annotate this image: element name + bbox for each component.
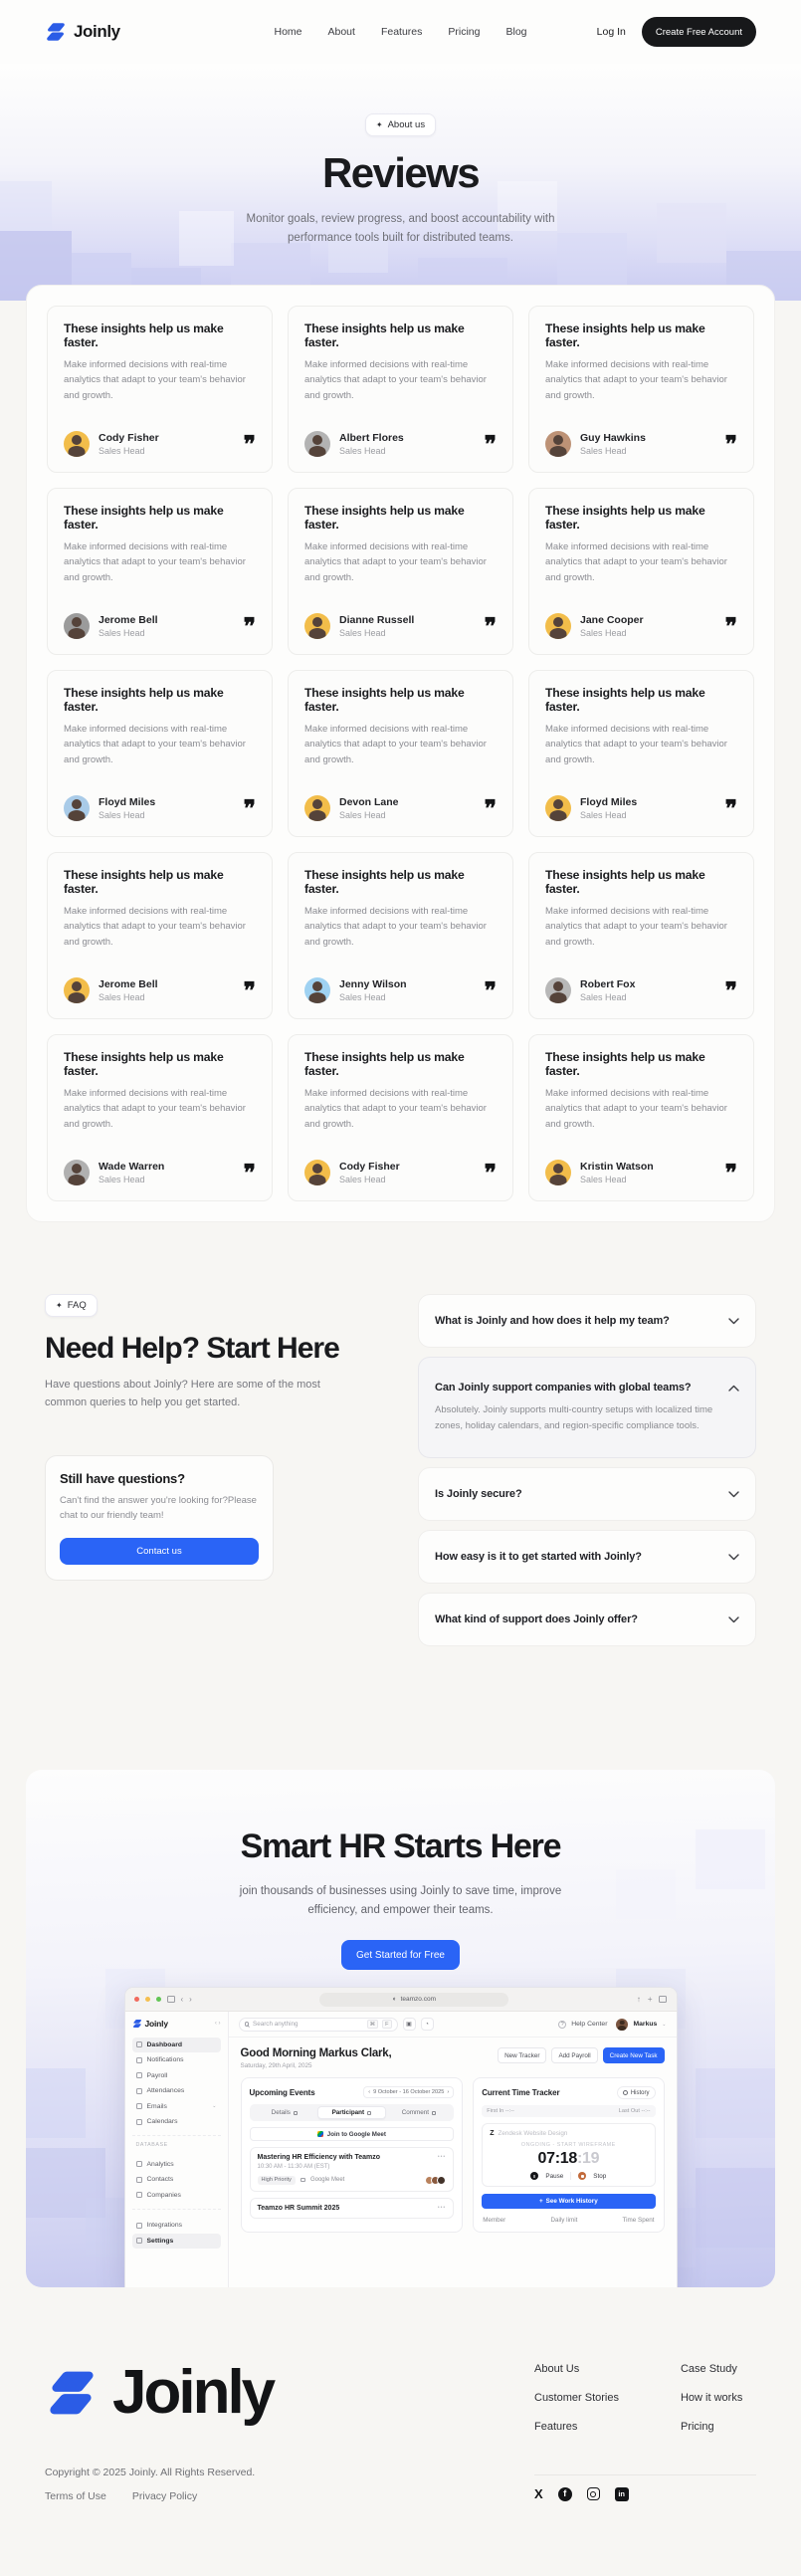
avatar [545,977,571,1003]
review-title: These insights help us make faster. [64,868,224,896]
review-body: Make informed decisions with real-time analytics that adapt to your team's behavior and growth. [304,1088,487,1130]
quote-icon: ❞ [484,612,497,639]
sidebar-collapse-icon[interactable]: ‹ › [214,2021,221,2028]
chevron-left-icon[interactable]: ‹ [368,2089,371,2096]
review-card [288,306,513,473]
review-title: These insights help us make faster. [304,686,465,714]
people-icon [367,2111,371,2115]
chevron-down-icon[interactable]: ⌄ [662,2021,667,2028]
review-card [288,1034,513,1201]
copyright-text: Copyright © 2025 Joinly. All Rights Reserved. [45,2467,256,2478]
review-card [47,852,273,1019]
reviewer-role: Sales Head [99,628,145,638]
url-bar[interactable] [319,1993,508,2007]
footer-link-pricing[interactable]: Pricing [680,2421,714,2433]
tab-comment[interactable]: Comment [386,2106,453,2119]
close-window-icon[interactable] [134,1997,139,2002]
cta-section [26,1770,775,2287]
footer-divider [534,2474,756,2475]
badge-label: About us [387,119,426,130]
review-body: Make informed decisions with real-time analytics that adapt to your team's behavior and growth. [64,541,246,583]
review-title: These insights help us make faster. [545,868,705,896]
social-links [534,2486,629,2501]
avatar [545,613,571,639]
reviewer-role: Sales Head [339,1175,386,1184]
review-body: Make informed decisions with real-time analytics that adapt to your team's behavior and growth. [64,906,246,948]
reviewer-role: Sales Head [580,446,627,456]
dashboard-mockup [124,1987,678,2287]
event-time: 10:30 AM - 11:30 AM (EST) [257,2163,330,2170]
integrations-icon [136,2223,142,2229]
logo-icon [45,2366,99,2420]
pause-icon[interactable] [530,2172,538,2180]
dashboard-logo-text: Joinly [144,2019,168,2030]
sidebar-item-calendars[interactable]: Calendars [132,2115,221,2130]
time-tracker-card [473,2077,664,2233]
avatar [64,613,90,639]
cta-title: Smart HR Starts Here [240,1827,561,1865]
bell-icon [136,2057,142,2063]
search-placeholder: Search anything [253,2021,299,2029]
reviewer-name: Guy Hawkins [580,432,646,444]
review-title: These insights help us make faster. [304,322,465,349]
review-body: Make informed decisions with real-time analytics that adapt to your team's behavior and growth. [304,541,487,583]
privacy-policy-link[interactable]: Privacy Policy [131,2490,198,2502]
sidebar-section-label: DATABASE [135,2142,168,2149]
logo-icon [45,21,67,43]
review-card [528,1034,754,1201]
footer-links [534,2363,742,2433]
review-body: Make informed decisions with real-time analytics that adapt to your team's behavior and growth. [304,359,487,401]
faq-answer: Absolutely. Joinly supports multi-country setups with localized time zones, holiday calendars, and region-specific compliance tools. [435,1404,713,1431]
tracker-table-header [482,2217,655,2224]
reviewer-role: Sales Head [580,1175,627,1184]
sidebar-item-emails[interactable]: Emails ⌄ [132,2099,221,2114]
timer-card [482,2123,655,2187]
browser-forward-icon[interactable]: › [189,1995,192,2005]
col-time-spent: Time Spent [622,2217,655,2225]
review-card [528,852,754,1019]
plus-icon: + [538,2198,543,2206]
cmd-key: ⌘ [367,2020,379,2029]
first-last-row [482,2105,655,2117]
faq-question: What kind of support does Joinly offer? [435,1613,638,1625]
last-out-value: --:-- [641,2108,651,2115]
quote-icon: ❞ [484,430,497,457]
mail-icon [136,2103,142,2109]
quote-icon: ❞ [243,612,256,639]
col-member: Member [483,2217,506,2225]
browser-back-icon[interactable]: ‹ [180,1995,184,2005]
logo-text: Joinly [74,22,120,41]
dashboard-icon [136,2041,142,2047]
date-range-text: 9 October - 16 October 2025 [373,2089,445,2096]
browser-shield-icon: ◐ [392,1996,397,2004]
reviewer-name: Cody Fisher [339,1161,400,1173]
reviewer-name: Jane Cooper [580,614,644,626]
avatar [545,1160,571,1185]
review-card [47,488,273,655]
faq-item-expanded[interactable] [418,1357,756,1458]
faq-question: Is Joinly secure? [435,1488,522,1500]
analytics-icon [136,2161,142,2167]
avatar [304,977,330,1003]
stop-icon[interactable] [578,2172,586,2180]
nav-pricing[interactable]: Pricing [448,26,481,38]
page-title: Reviews [322,149,479,196]
folder-icon [300,2178,305,2182]
new-tab-icon[interactable]: + [647,1995,653,2005]
stop-label[interactable]: Stop [593,2172,607,2180]
review-card [528,306,754,473]
faq-badge-label: FAQ [67,1300,87,1311]
quote-icon: ❞ [243,976,256,1003]
review-card [288,852,513,1019]
quote-icon: ❞ [243,794,256,821]
tabs-overview-icon[interactable] [659,1996,667,2003]
maximize-window-icon[interactable] [156,1997,161,2002]
reviewer-role: Sales Head [99,810,145,820]
reviewer-name: Kristin Watson [580,1161,654,1173]
faq-item[interactable] [418,1530,756,1584]
reviewer-name: Dianne Russell [339,614,415,626]
gear-icon [623,2090,628,2095]
contact-us-button[interactable]: Contact us [60,1538,259,1565]
help-center-link[interactable]: Help Center [571,2021,608,2029]
attendance-icon [136,2088,142,2094]
review-body: Make informed decisions with real-time analytics that adapt to your team's behavior and growth. [545,1088,727,1130]
avatar [545,431,571,457]
upcoming-events-card [241,2077,464,2233]
main-nav [274,26,526,38]
search-input[interactable] [239,2018,398,2032]
timer-status: ONGOING - START WIREFRAME [520,2142,616,2149]
linkedin-icon[interactable]: in [615,2487,629,2501]
chevron-down-icon [728,1318,739,1325]
site-header [0,0,801,64]
add-payroll-button[interactable]: Add Payroll [551,2047,597,2063]
dashboard-date: Saturday, 29th April, 2025 [240,2062,312,2070]
sidebar-item-analytics[interactable]: Analytics [132,2157,221,2172]
comment-icon [432,2111,436,2115]
review-title: These insights help us make faster. [64,686,224,714]
review-body: Make informed decisions with real-time analytics that adapt to your team's behavior and growth. [545,906,727,948]
footer-logo-text: Joinly [112,2358,274,2427]
review-body: Make informed decisions with real-time analytics that adapt to your team's behavior and growth. [64,1088,246,1130]
review-body: Make informed decisions with real-time analytics that adapt to your team's behavior and growth. [545,541,727,583]
footer-link-features[interactable]: Features [534,2421,578,2433]
create-new-task-button[interactable]: Create New Task [603,2047,665,2063]
user-avatar[interactable] [616,2019,628,2031]
review-body: Make informed decisions with real-time analytics that adapt to your team's behavior and growth. [545,359,727,401]
user-name[interactable]: Markus [633,2021,658,2029]
review-title: These insights help us make faster. [64,1050,224,1078]
see-work-history-button[interactable]: + See Work History [482,2194,655,2209]
sidebar-item-attendances[interactable]: Attendances [132,2084,221,2099]
footer-link-case-study[interactable]: Case Study [680,2363,737,2375]
date-range-picker[interactable] [363,2086,454,2098]
reviewer-role: Sales Head [580,628,627,638]
new-tracker-button[interactable]: New Tracker [498,2047,546,2063]
reviewer-name: Jerome Bell [99,614,158,626]
avatar [304,795,330,821]
avatar [64,795,90,821]
reviewer-name: Floyd Miles [580,796,638,808]
reviewer-name: Robert Fox [580,978,636,990]
review-title: These insights help us make faster. [304,1050,465,1078]
reviewer-name: Devon Lane [339,796,399,808]
faq-question: Can Joinly support companies with global teams? [435,1382,692,1395]
hero-section [0,64,801,301]
search-icon [245,2022,250,2027]
review-title: These insights help us make faster. [545,1050,705,1078]
quote-icon: ❞ [724,612,737,639]
sparkle-icon: ✦ [56,1301,63,1310]
avatar [304,1160,330,1185]
quote-icon: ❞ [243,1159,256,1185]
event-title: Teamzo HR Summit 2025 [257,2204,340,2212]
still-questions-body: Can't find the answer you're looking for?Please chat to our friendly team! [60,1495,257,1522]
reviewer-name: Albert Flores [339,432,404,444]
event-title: Mastering HR Efficiency with Teamzo [257,2154,381,2162]
sidebar-item-payroll[interactable]: Payroll [132,2068,221,2083]
x-twitter-icon[interactable]: X [534,2486,543,2501]
site-footer [0,2347,801,2576]
reviewer-role: Sales Head [339,446,386,456]
chevron-down-icon: ⌄ [212,2103,217,2110]
timer-seconds: :19 [576,2150,600,2168]
about-us-badge [365,113,436,136]
reviewer-role: Sales Head [339,992,386,1002]
quote-icon: ❞ [484,1159,497,1185]
nav-blog[interactable]: Blog [505,26,527,38]
review-title: These insights help us make faster. [304,504,465,532]
reviewer-role: Sales Head [99,992,145,1002]
help-icon: ? [558,2021,566,2029]
chevron-right-icon[interactable]: › [447,2089,450,2096]
review-title: These insights help us make faster. [64,504,224,532]
login-link[interactable]: Log In [596,26,626,38]
reviewer-role: Sales Head [99,446,145,456]
reviewer-role: Sales Head [99,1175,145,1184]
sidebar-item-contacts[interactable]: Contacts [132,2173,221,2188]
events-title: Upcoming Events [249,2087,315,2097]
faq-question: How easy is it to get started with Joinly? [435,1551,642,1563]
chevron-down-icon [728,1616,739,1623]
review-card [288,670,513,837]
participant-avatars [428,2176,446,2185]
briefcase-icon [136,2192,142,2198]
event-platform: Google Meet [309,2177,345,2184]
f-key: F [382,2020,391,2029]
quote-icon: ❞ [724,430,737,457]
nav-home[interactable]: Home [274,26,302,38]
quote-icon: ❞ [484,976,497,1003]
faq-badge [45,1294,98,1317]
footer-link-about-us[interactable]: About Us [534,2363,580,2375]
first-in-label: First In [487,2108,504,2115]
review-body: Make informed decisions with real-time analytics that adapt to your team's behavior and growth. [64,359,246,401]
get-started-button[interactable]: Get Started for Free [341,1940,460,1970]
nav-about[interactable]: About [327,26,355,38]
review-card [47,670,273,837]
instagram-icon[interactable] [587,2487,600,2500]
review-title: These insights help us make faster. [64,322,224,349]
pause-label[interactable]: Pause [545,2172,564,2180]
google-meet-icon [317,2131,323,2137]
review-title: These insights help us make faster. [304,868,465,896]
browser-sidebar-icon[interactable] [167,1996,175,2003]
review-body: Make informed decisions with real-time analytics that adapt to your team's behavior and growth. [64,724,246,765]
tab-details[interactable]: Details [252,2106,318,2119]
calendar-icon [136,2119,142,2125]
review-title: These insights help us make faster. [545,322,705,349]
faq-title: Need Help? Start Here [45,1332,339,1365]
faq-subtitle: Have questions about Joinly? Here are some of the most common queries to help you get started. [45,1379,320,1408]
sidebar-item-settings[interactable]: Settings [132,2234,221,2249]
reviewer-role: Sales Head [339,810,386,820]
create-account-button[interactable]: Create Free Account [642,17,756,47]
review-card [528,488,754,655]
quote-icon: ❞ [724,794,737,821]
faq-item[interactable] [418,1593,756,1646]
tracker-title: Current Time Tracker [482,2088,560,2098]
dashboard-topbar [229,2012,677,2038]
avatar [64,1160,90,1185]
reviewer-role: Sales Head [580,810,627,820]
bell-icon[interactable]: ◔ [421,2018,434,2031]
sidebar-item-notifications[interactable]: Notifications [132,2053,221,2068]
review-card [47,306,273,473]
zendesk-logo-icon: Z [490,2130,495,2138]
timer-value: 07:18 [537,2150,577,2168]
chevron-up-icon [728,1385,739,1392]
sidebar-item-companies[interactable]: Companies [132,2188,221,2203]
last-out-label: Last Out [618,2108,640,2115]
cta-subtitle: join thousands of businesses using Joinly to save time, improve efficiency, and empower their teams. [239,1885,562,1917]
faq-item[interactable] [418,1467,756,1521]
sidebar-item-integrations[interactable]: Integrations [132,2219,221,2234]
reviewer-name: Wade Warren [99,1161,165,1173]
reviews-panel [26,285,775,1222]
review-body: Make informed decisions with real-time analytics that adapt to your team's behavior and growth. [304,906,487,948]
document-icon [294,2111,298,2115]
gear-icon [136,2238,142,2244]
review-title: These insights help us make faster. [545,504,705,532]
quote-icon: ❞ [724,976,737,1003]
review-body: Make informed decisions with real-time analytics that adapt to your team's behavior and growth. [304,724,487,765]
avatar [64,977,90,1003]
reviewer-name: Jenny Wilson [339,978,407,990]
nav-features[interactable]: Features [380,26,423,38]
review-title: These insights help us make faster. [545,686,705,714]
avatar [64,431,90,457]
chevron-down-icon [728,1491,739,1498]
reviewer-name: Cody Fisher [99,432,159,444]
quote-icon: ❞ [484,794,497,821]
browser-chrome [125,1988,677,2012]
reviews-grid [47,306,754,1201]
reviewer-name: Jerome Bell [99,978,158,990]
quote-icon: ❞ [243,430,256,457]
sparkle-icon: ✦ [375,120,383,129]
avatar [545,795,571,821]
reviewer-name: Floyd Miles [99,796,156,808]
faq-accordion [418,1294,756,1646]
first-in-value: --:-- [504,2108,514,2115]
faq-question: What is Joinly and how does it help my team? [435,1315,670,1327]
briefcase-icon[interactable]: ▣ [403,2018,416,2031]
review-card [288,488,513,655]
footer-link-customer-stories[interactable]: Customer Stories [534,2392,619,2404]
chevron-down-icon [728,1554,739,1561]
events-tabs [250,2104,455,2121]
priority-badge: High Priority [258,2176,296,2185]
review-body: Make informed decisions with real-time analytics that adapt to your team's behavior and growth. [545,724,727,765]
event-card[interactable] [250,2147,455,2192]
more-options-icon[interactable]: ••• [437,2204,447,2211]
join-google-meet-button[interactable]: Join to Google Meet [250,2127,455,2141]
payroll-icon [136,2072,142,2078]
faq-section [0,1294,801,1646]
logo-icon [132,2019,142,2029]
url-text: teamzo.com [400,1996,436,2004]
tab-participant[interactable]: Participant [317,2106,386,2119]
terms-of-use-link[interactable]: Terms of Use [45,2490,106,2502]
page-subtitle: Monitor goals, review progress, and boost accountability with performance tools built for distributed teams. [246,213,555,244]
share-icon[interactable]: ↑ [636,1995,641,2005]
sidebar-item-dashboard[interactable]: Dashboard [132,2038,221,2052]
reviewer-role: Sales Head [580,992,627,1002]
reviewer-role: Sales Head [339,628,386,638]
event-card[interactable] [250,2198,455,2219]
still-questions-title: Still have questions? [60,1471,185,1487]
avatar [304,613,330,639]
faq-item[interactable] [418,1294,756,1348]
facebook-icon[interactable]: f [558,2487,572,2501]
logo[interactable] [45,21,120,43]
minimize-window-icon[interactable] [145,1997,150,2002]
project-name: Zendesk Website Design [498,2130,568,2138]
review-card [47,1034,273,1201]
footer-link-how-it-works[interactable]: How it works [680,2392,743,2404]
col-daily-limit: Daily limit [550,2217,578,2225]
dashboard-greeting: Good Morning Markus Clark, [240,2047,392,2060]
quote-icon: ❞ [724,1159,737,1185]
contacts-icon [136,2177,142,2183]
more-options-icon[interactable]: ••• [437,2154,447,2161]
still-questions-card [45,1455,274,1580]
avatar [304,431,330,457]
dashboard-sidebar [125,2012,229,2287]
history-button[interactable]: History [617,2086,656,2099]
review-card [528,670,754,837]
